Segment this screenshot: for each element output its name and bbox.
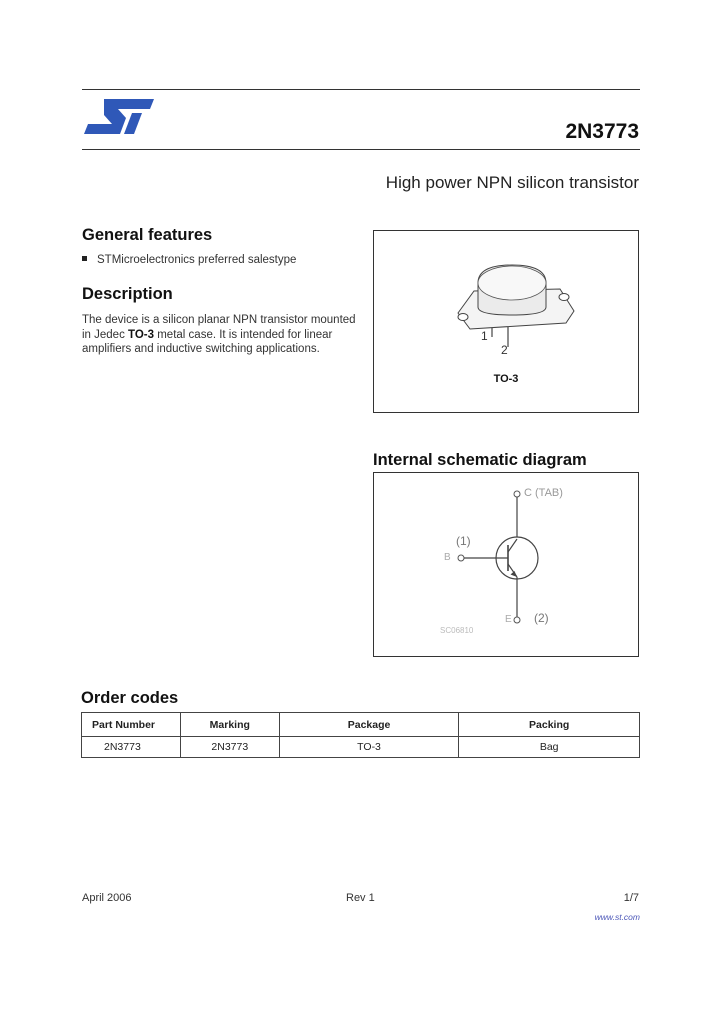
pin2-label: 2 [501,343,508,357]
table-cell: 2N3773 [82,737,181,758]
emitter-pin-label: (2) [534,611,549,625]
npn-transistor-symbol [374,473,638,656]
st-logo [82,96,158,140]
description-title: Description [82,285,173,303]
order-codes-title: Order codes [81,689,179,707]
column-header: Part Number [82,713,181,737]
website-link[interactable]: www.st.com [594,912,640,922]
column-header: Marking [180,713,279,737]
description-text: The device is a silicon planar NPN transistor mounted in Jedec TO-3 metal case. It is intended for linear amplifiers and inductive switching applications. [82,314,356,356]
footer-revision: Rev 1 [346,892,375,904]
header-bottom-rule [82,149,640,150]
feature-list-item [82,254,296,266]
pin1-label: 1 [481,329,488,343]
package-figure-box [373,230,639,413]
base-pin-label: (1) [456,534,471,548]
table-cell: TO-3 [279,737,459,758]
footer-page-number: 1/7 [623,892,639,904]
general-features-title: General features [82,226,213,244]
table-row [82,737,640,758]
square-bullet-icon [82,256,87,261]
order-codes-table [81,712,640,758]
column-header: Package [279,713,459,737]
package-caption: TO-3 [493,373,519,385]
footer-date: April 2006 [82,892,132,904]
schematic-title: Internal schematic diagram [373,451,587,469]
table-cell: Bag [459,737,640,758]
table-header-row [82,713,640,737]
column-header: Packing [459,713,640,737]
drawing-code: SC06810 [440,626,474,635]
part-number: 2N3773 [565,120,639,143]
base-letter: B [444,552,451,563]
header-top-rule [82,89,640,90]
collector-label: C (TAB) [524,487,563,499]
schematic-box [373,472,639,657]
document-subtitle: High power NPN silicon transistor [385,173,639,192]
feature-text: STMicroelectronics preferred salestype [97,254,297,266]
table-cell: 2N3773 [180,737,279,758]
emitter-letter: E [505,614,512,625]
